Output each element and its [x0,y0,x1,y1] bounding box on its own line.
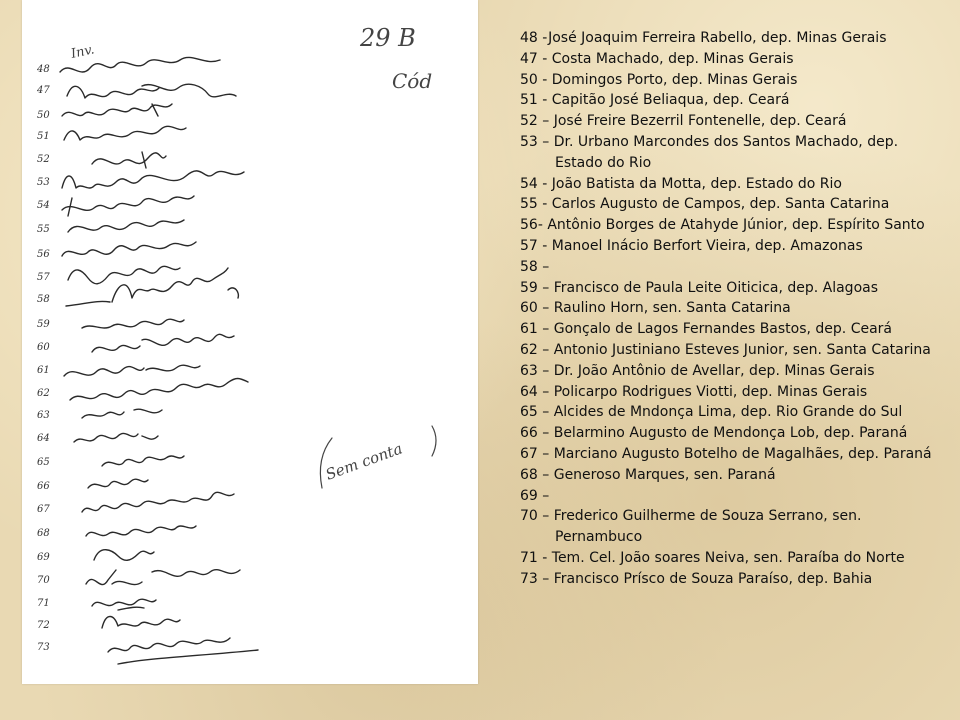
top-mark: Inv. [69,42,96,62]
row-number: 56 [37,249,50,260]
row-number: 58 [37,294,50,305]
row-number: 66 [37,481,50,492]
list-item: 59 – Francisco de Paula Leite Oiticica, dep. Alagoas [520,279,879,296]
handwritten-signatures [22,0,478,684]
row-number: 73 [37,642,50,653]
list-item: 48 -José Joaquim Ferreira Rabello, dep. Minas Gerais [520,30,887,46]
list-item: 47 - Costa Machado, dep. Minas Gerais [520,50,794,67]
row-number: 52 [37,154,50,165]
row-number: 68 [37,528,50,539]
list-item: 51 - Capitão José Beliaqua, dep. Ceará [520,92,790,109]
row-number: 72 [37,620,50,631]
row-number: 59 [37,319,50,330]
row-number: 65 [37,457,50,468]
margin-note: Sem conta [323,439,405,484]
row-number: 47 [37,85,50,96]
row-number-column [36,64,50,653]
list-item: 53 – Dr. Urbano Marcondes dos Santos Machado, dep. Estado do Rio [520,133,899,171]
list-item: 61 – Gonçalo de Lagos Fernandes Bastos, dep. Ceará [520,321,893,338]
list-item: 64 – Policarpo Rodrigues Viotti, dep. Minas Gerais [520,383,868,400]
row-number: 57 [37,272,50,283]
list-item: 54 - João Batista da Motta, dep. Estado do Rio [520,175,842,192]
list-item: 55 - Carlos Augusto de Campos, dep. Santa Catarina [520,196,890,213]
deputies-senators-list [520,28,940,590]
row-number: 53 [37,177,50,188]
row-number: 69 [37,552,50,563]
list-item: 65 – Alcides de Mndonça Lima, dep. Rio Grande do Sul [520,404,903,421]
row-number: 64 [37,433,50,444]
signature-manuscript-image [22,0,478,684]
list-item: 69 – [520,487,550,504]
list-item: 67 – Marciano Augusto Botelho de Magalhães, dep. Paraná [520,445,932,462]
list-item: 68 – Generoso Marques, sen. Paraná [520,466,776,483]
list-item: 56- Antônio Borges de Atahyde Júnior, dep. Espírito Santo [520,217,925,234]
header-number: 29 B [360,24,416,52]
list-item: 66 – Belarmino Augusto de Mendonça Lob, dep. Paraná [520,425,908,442]
row-number: 63 [37,410,50,421]
row-number: 50 [37,110,50,121]
row-number: 55 [37,224,50,235]
row-number: 71 [37,598,50,609]
row-number: 54 [37,200,50,211]
list-item: 52 – José Freire Bezerril Fontenelle, dep. Ceará [520,113,847,130]
list-item: 50 - Domingos Porto, dep. Minas Gerais [520,71,798,88]
list-item: 57 - Manoel Inácio Berfort Vieira, dep. Amazonas [520,237,863,254]
row-number: 60 [37,342,50,353]
row-number: 48 [37,64,50,75]
corner-mark: Cód [392,69,433,93]
list-item: 71 - Tem. Cel. João soares Neiva, sen. Paraíba do Norte [520,549,905,566]
list-item: 70 – Frederico Guilherme de Souza Serrano, sen. Pernambuco [520,508,862,546]
list-item: 63 – Dr. João Antônio de Avellar, dep. Minas Gerais [520,362,875,379]
row-number: 67 [37,504,50,515]
list-item: 60 – Raulino Horn, sen. Santa Catarina [520,300,791,317]
row-number: 62 [37,388,50,399]
signature-strokes [60,57,258,664]
list-item: 62 – Antonio Justiniano Esteves Junior, sen. Santa Catarina [520,341,931,358]
list-item: 58 – [520,258,550,275]
row-number: 51 [37,131,50,142]
list-item: 73 – Francisco Prísco de Souza Paraíso, dep. Bahia [520,570,873,587]
row-number: 70 [37,575,50,586]
row-number: 61 [37,365,50,376]
